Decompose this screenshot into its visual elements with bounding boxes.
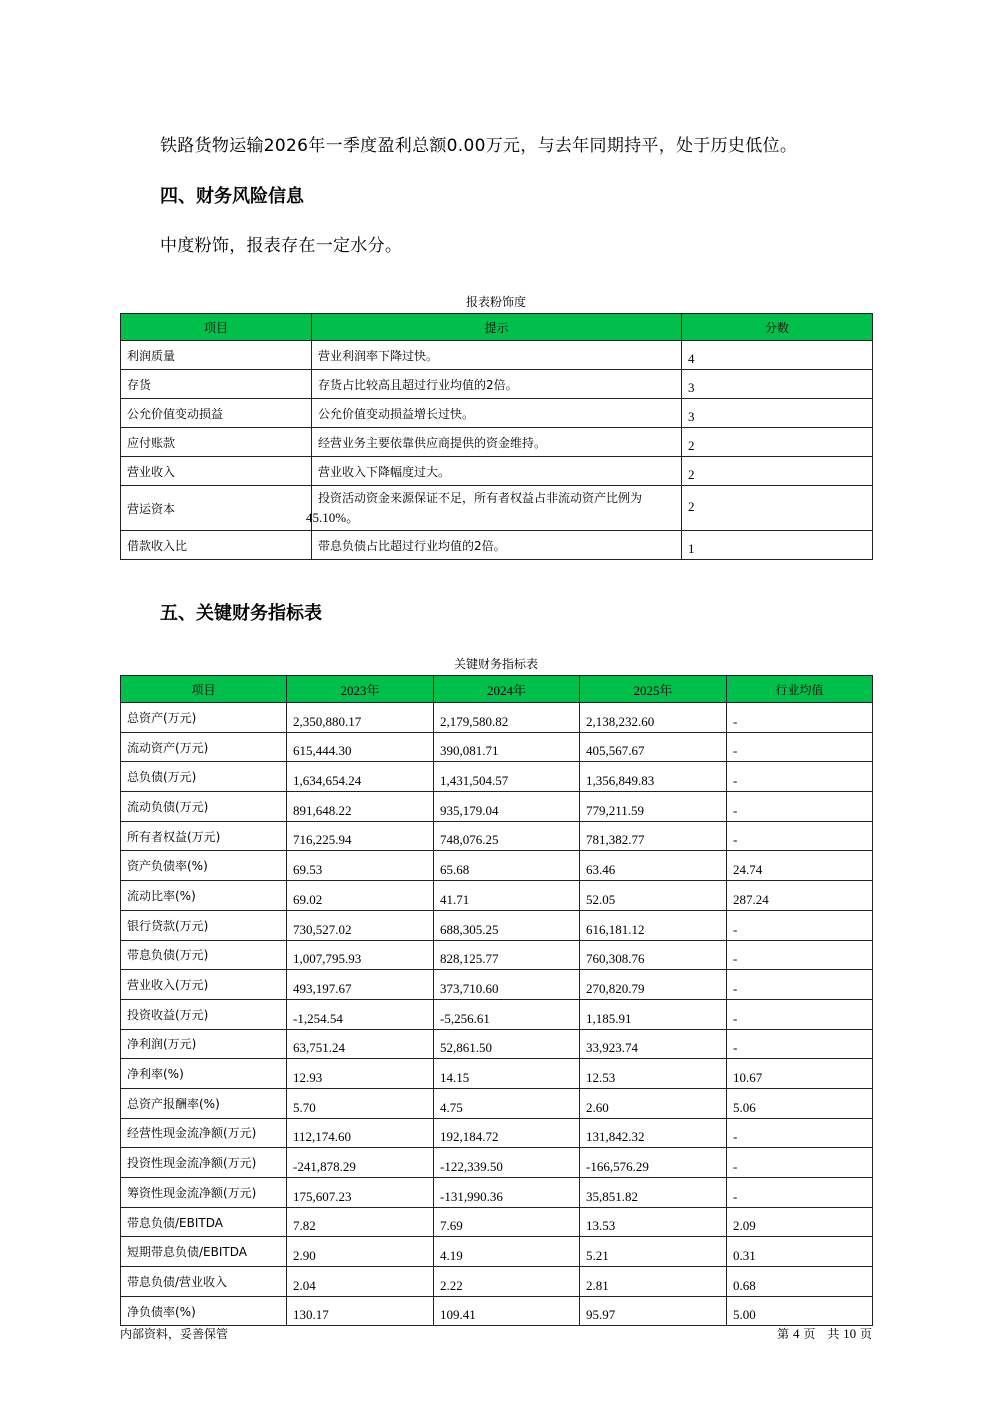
intro-paragraph: 铁路货物运输2026年一季度盈利总额0.00万元，与去年同期持平，处于历史低位。 bbox=[160, 136, 798, 156]
kpi-item: 净利润(万元) bbox=[121, 1029, 287, 1059]
section4-summary: 中度粉饰，报表存在一定水分。 bbox=[160, 236, 403, 256]
kpi-value-2023: 730,527.02 bbox=[287, 910, 434, 940]
table-row bbox=[121, 1088, 873, 1118]
kpi-value-2023: 2.90 bbox=[287, 1237, 434, 1267]
risk-hint bbox=[306, 486, 682, 531]
table-row bbox=[121, 1267, 873, 1297]
risk-table bbox=[120, 313, 873, 560]
kpi-industry-avg: - bbox=[727, 792, 873, 822]
kpi-value-2023: 1,634,654.24 bbox=[287, 762, 434, 792]
table-row bbox=[121, 1059, 873, 1089]
kpi-value-2025: 1,356,849.83 bbox=[580, 762, 727, 792]
page-prefix: 第 bbox=[777, 1327, 790, 1341]
kpi-value-2025: 2.60 bbox=[580, 1088, 727, 1118]
kpi-industry-avg: - bbox=[727, 1118, 873, 1148]
kpi-value-2024: 688,305.25 bbox=[434, 910, 580, 940]
table-row bbox=[121, 762, 873, 792]
kpi-value-2025: 13.53 bbox=[580, 1207, 727, 1237]
kpi-industry-avg: - bbox=[727, 970, 873, 1000]
table-row bbox=[121, 1237, 873, 1267]
kpi-value-2024: -131,990.36 bbox=[434, 1178, 580, 1208]
kpi-value-2024: 748,076.25 bbox=[434, 821, 580, 851]
kpi-industry-avg: - bbox=[727, 999, 873, 1029]
kpi-value-2025: 616,181.12 bbox=[580, 910, 727, 940]
risk-item: 营业收入 bbox=[121, 457, 312, 486]
kpi-value-2023: 175,607.23 bbox=[287, 1178, 434, 1208]
kpi-industry-avg: 0.68 bbox=[727, 1267, 873, 1297]
kpi-item: 投资性现金流净额(万元) bbox=[121, 1148, 287, 1178]
table-row bbox=[121, 851, 873, 881]
risk-item: 公允价值变动损益 bbox=[121, 399, 312, 428]
kpi-item: 总负债(万元) bbox=[121, 762, 287, 792]
kpi-value-2025: 131,842.32 bbox=[580, 1118, 727, 1148]
kpi-value-2025: 12.53 bbox=[580, 1059, 727, 1089]
risk-hint: 带息负债占比超过行业均值的2倍。 bbox=[312, 531, 682, 560]
kpi-value-2024: 2,179,580.82 bbox=[434, 703, 580, 733]
kpi-value-2025: 270,820.79 bbox=[580, 970, 727, 1000]
table-row bbox=[121, 792, 873, 822]
kpi-table-caption: 关键财务指标表 bbox=[453, 657, 538, 671]
kpi-value-2023: 5.70 bbox=[287, 1088, 434, 1118]
header-industry-avg: 行业均值 bbox=[727, 676, 873, 703]
kpi-table bbox=[120, 675, 873, 1326]
risk-item: 营运资本 bbox=[121, 486, 312, 531]
kpi-value-2023: 69.53 bbox=[287, 851, 434, 881]
kpi-value-2023: 2,350,880.17 bbox=[287, 703, 434, 733]
kpi-value-2023: 1,007,795.93 bbox=[287, 940, 434, 970]
kpi-item: 流动比率(%) bbox=[121, 881, 287, 911]
kpi-industry-avg: - bbox=[727, 1178, 873, 1208]
kpi-value-2025: 1,185.91 bbox=[580, 999, 727, 1029]
kpi-industry-avg: - bbox=[727, 910, 873, 940]
risk-hint: 公允价值变动损益增长过快。 bbox=[312, 399, 682, 428]
kpi-item: 带息负债(万元) bbox=[121, 940, 287, 970]
kpi-industry-avg: 10.67 bbox=[727, 1059, 873, 1089]
kpi-value-2024: 390,081.71 bbox=[434, 732, 580, 762]
kpi-value-2024: 1,431,504.57 bbox=[434, 762, 580, 792]
table-row bbox=[121, 486, 873, 531]
kpi-value-2024: 7.69 bbox=[434, 1207, 580, 1237]
kpi-value-2025: 2,138,232.60 bbox=[580, 703, 727, 733]
risk-hint: 经营业务主要依靠供应商提供的资金维持。 bbox=[312, 428, 682, 457]
kpi-value-2023: 12.93 bbox=[287, 1059, 434, 1089]
kpi-value-2024: 14.15 bbox=[434, 1059, 580, 1089]
kpi-industry-avg: - bbox=[727, 703, 873, 733]
kpi-item: 流动资产(万元) bbox=[121, 732, 287, 762]
risk-item: 利润质量 bbox=[121, 341, 312, 370]
kpi-item: 资产负债率(%) bbox=[121, 851, 287, 881]
kpi-value-2024: 4.75 bbox=[434, 1088, 580, 1118]
kpi-value-2024: 52,861.50 bbox=[434, 1029, 580, 1059]
kpi-item: 净利率(%) bbox=[121, 1059, 287, 1089]
kpi-value-2025: -166,576.29 bbox=[580, 1148, 727, 1178]
kpi-value-2025: 760,308.76 bbox=[580, 940, 727, 970]
kpi-item: 总资产报酬率(%) bbox=[121, 1088, 287, 1118]
table-row bbox=[121, 1148, 873, 1178]
kpi-value-2023: -1,254.54 bbox=[287, 999, 434, 1029]
risk-item: 应付账款 bbox=[121, 428, 312, 457]
kpi-value-2024: 373,710.60 bbox=[434, 970, 580, 1000]
kpi-value-2024: 2.22 bbox=[434, 1267, 580, 1297]
kpi-industry-avg: - bbox=[727, 732, 873, 762]
kpi-industry-avg: 5.00 bbox=[727, 1296, 873, 1326]
kpi-value-2024: 4.19 bbox=[434, 1237, 580, 1267]
kpi-value-2023: 63,751.24 bbox=[287, 1029, 434, 1059]
kpi-item: 投资收益(万元) bbox=[121, 999, 287, 1029]
header-score: 分数 bbox=[682, 314, 873, 341]
page-number bbox=[777, 1325, 872, 1342]
page-suffix: 页 bbox=[859, 1327, 872, 1341]
section4-heading: 四、财务风险信息 bbox=[160, 186, 304, 207]
kpi-value-2023: 891,648.22 bbox=[287, 792, 434, 822]
header-2025: 2025年 bbox=[580, 676, 727, 703]
kpi-value-2023: 716,225.94 bbox=[287, 821, 434, 851]
kpi-item: 总资产(万元) bbox=[121, 703, 287, 733]
table-row bbox=[121, 1178, 873, 1208]
risk-hint: 营业利润率下降过快。 bbox=[312, 341, 682, 370]
table-row bbox=[121, 999, 873, 1029]
header-hint: 提示 bbox=[312, 314, 682, 341]
risk-score: 2 bbox=[682, 486, 873, 531]
kpi-value-2024: 935,179.04 bbox=[434, 792, 580, 822]
header-item: 项目 bbox=[121, 676, 287, 703]
kpi-industry-avg: 2.09 bbox=[727, 1207, 873, 1237]
kpi-industry-avg: - bbox=[727, 762, 873, 792]
risk-item: 存货 bbox=[121, 370, 312, 399]
kpi-value-2025: 2.81 bbox=[580, 1267, 727, 1297]
kpi-value-2023: 69.02 bbox=[287, 881, 434, 911]
kpi-item: 银行贷款(万元) bbox=[121, 910, 287, 940]
risk-score: 4 bbox=[682, 341, 873, 370]
kpi-value-2023: -241,878.29 bbox=[287, 1148, 434, 1178]
kpi-item: 带息负债/营业收入 bbox=[121, 1267, 287, 1297]
risk-item: 借款收入比 bbox=[121, 531, 312, 560]
kpi-industry-avg: 24.74 bbox=[727, 851, 873, 881]
page-mid: 页 共 bbox=[803, 1327, 840, 1341]
header-2023: 2023年 bbox=[287, 676, 434, 703]
table-row bbox=[121, 821, 873, 851]
kpi-value-2025: 63.46 bbox=[580, 851, 727, 881]
risk-score: 2 bbox=[682, 428, 873, 457]
table-row bbox=[121, 940, 873, 970]
kpi-industry-avg: 0.31 bbox=[727, 1237, 873, 1267]
risk-hint: 营业收入下降幅度过大。 bbox=[312, 457, 682, 486]
risk-score: 2 bbox=[682, 457, 873, 486]
table-row bbox=[121, 970, 873, 1000]
table-row bbox=[121, 703, 873, 733]
risk-hint-line: 投资活动资金来源保证不足，所有者权益占非流动资产比例为 bbox=[318, 491, 643, 505]
risk-table-caption: 报表粉饰度 bbox=[465, 295, 526, 309]
kpi-value-2023: 493,197.67 bbox=[287, 970, 434, 1000]
section5-heading: 五、关键财务指标表 bbox=[160, 603, 322, 624]
page-total: 10 bbox=[843, 1326, 857, 1341]
footer-note: 内部资料，妥善保管 bbox=[120, 1327, 229, 1341]
table-row bbox=[121, 399, 873, 428]
table-row bbox=[121, 370, 873, 399]
kpi-industry-avg: 5.06 bbox=[727, 1088, 873, 1118]
kpi-value-2025: 52.05 bbox=[580, 881, 727, 911]
table-row bbox=[121, 428, 873, 457]
table-row bbox=[121, 732, 873, 762]
kpi-value-2024: 109.41 bbox=[434, 1296, 580, 1326]
table-row bbox=[121, 1296, 873, 1326]
table-row bbox=[121, 457, 873, 486]
kpi-item: 短期带息负债/EBITDA bbox=[121, 1237, 287, 1267]
table-row bbox=[121, 881, 873, 911]
kpi-industry-avg: - bbox=[727, 1029, 873, 1059]
risk-hint-line: 45.10%。 bbox=[306, 510, 360, 525]
page-current: 4 bbox=[792, 1326, 800, 1341]
risk-hint: 存货占比较高且超过行业均值的2倍。 bbox=[312, 370, 682, 399]
risk-score: 3 bbox=[682, 370, 873, 399]
kpi-value-2025: 35,851.82 bbox=[580, 1178, 727, 1208]
kpi-value-2024: -5,256.61 bbox=[434, 999, 580, 1029]
kpi-value-2025: 33,923.74 bbox=[580, 1029, 727, 1059]
risk-score: 3 bbox=[682, 399, 873, 428]
kpi-industry-avg: - bbox=[727, 940, 873, 970]
kpi-industry-avg: 287.24 bbox=[727, 881, 873, 911]
kpi-value-2024: -122,339.50 bbox=[434, 1148, 580, 1178]
risk-table-header bbox=[121, 314, 873, 341]
kpi-table-header bbox=[121, 676, 873, 703]
kpi-value-2024: 65.68 bbox=[434, 851, 580, 881]
kpi-item: 带息负债/EBITDA bbox=[121, 1207, 287, 1237]
header-item: 项目 bbox=[121, 314, 312, 341]
kpi-table-body bbox=[121, 703, 873, 1326]
kpi-item: 所有者权益(万元) bbox=[121, 821, 287, 851]
kpi-item: 流动负债(万元) bbox=[121, 792, 287, 822]
kpi-value-2025: 95.97 bbox=[580, 1296, 727, 1326]
kpi-value-2023: 615,444.30 bbox=[287, 732, 434, 762]
table-row bbox=[121, 341, 873, 370]
kpi-value-2024: 192,184.72 bbox=[434, 1118, 580, 1148]
kpi-value-2025: 779,211.59 bbox=[580, 792, 727, 822]
kpi-item: 经营性现金流净额(万元) bbox=[121, 1118, 287, 1148]
kpi-industry-avg: - bbox=[727, 1148, 873, 1178]
table-row bbox=[121, 910, 873, 940]
table-row bbox=[121, 531, 873, 560]
kpi-item: 净负债率(%) bbox=[121, 1296, 287, 1326]
kpi-item: 营业收入(万元) bbox=[121, 970, 287, 1000]
table-row bbox=[121, 1029, 873, 1059]
kpi-industry-avg: - bbox=[727, 821, 873, 851]
header-2024: 2024年 bbox=[434, 676, 580, 703]
kpi-value-2025: 5.21 bbox=[580, 1237, 727, 1267]
kpi-value-2025: 405,567.67 bbox=[580, 732, 727, 762]
kpi-value-2024: 828,125.77 bbox=[434, 940, 580, 970]
kpi-item: 筹资性现金流净额(万元) bbox=[121, 1178, 287, 1208]
kpi-value-2023: 130.17 bbox=[287, 1296, 434, 1326]
table-row bbox=[121, 1207, 873, 1237]
kpi-value-2023: 2.04 bbox=[287, 1267, 434, 1297]
kpi-value-2025: 781,382.77 bbox=[580, 821, 727, 851]
kpi-value-2023: 7.82 bbox=[287, 1207, 434, 1237]
kpi-value-2023: 112,174.60 bbox=[287, 1118, 434, 1148]
risk-score: 1 bbox=[682, 531, 873, 560]
table-row bbox=[121, 1118, 873, 1148]
kpi-value-2024: 41.71 bbox=[434, 881, 580, 911]
